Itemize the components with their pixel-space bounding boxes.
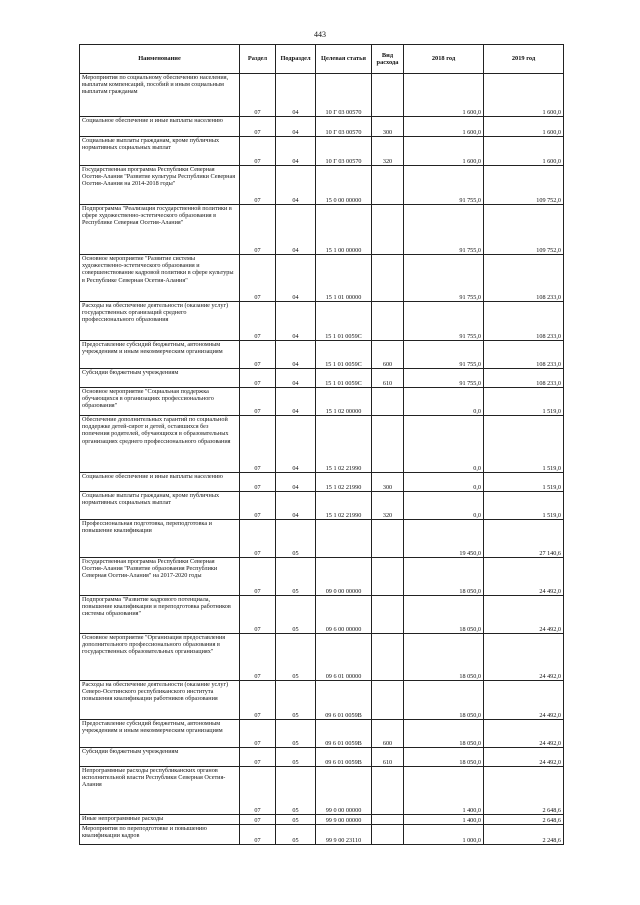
row-section-cell: 07 bbox=[240, 369, 276, 388]
row-section-cell: 07 bbox=[240, 166, 276, 205]
row-name-cell: Основное мероприятие "Социальная поддержка обучающихся в организациях профессионального образования" bbox=[80, 388, 240, 416]
table-row bbox=[80, 558, 564, 596]
row-kind-cell bbox=[372, 596, 404, 634]
row-2019-cell: 24 492,0 bbox=[484, 634, 564, 681]
table-row bbox=[80, 416, 564, 473]
col-header-subsection: Подраздел bbox=[276, 45, 316, 74]
row-subsection-cell: 05 bbox=[276, 520, 316, 558]
row-subsection-cell: 04 bbox=[276, 255, 316, 302]
row-2018-cell: 0,0 bbox=[404, 492, 484, 520]
row-subsection-cell: 05 bbox=[276, 681, 316, 720]
table-row bbox=[80, 388, 564, 416]
row-subsection-cell: 05 bbox=[276, 748, 316, 767]
row-kind-cell bbox=[372, 767, 404, 815]
row-subsection-cell: 04 bbox=[276, 341, 316, 369]
row-kind-cell: 320 bbox=[372, 492, 404, 520]
row-target-cell: 09 0 00 00000 bbox=[316, 558, 372, 596]
table-row bbox=[80, 815, 564, 825]
row-name-cell: Профессиональная подготовка, переподготовка и повышение квалификации bbox=[80, 520, 240, 558]
row-2019-cell: 24 492,0 bbox=[484, 558, 564, 596]
row-2018-cell: 18 050,0 bbox=[404, 748, 484, 767]
row-2018-cell: 91 755,0 bbox=[404, 341, 484, 369]
row-subsection-cell: 05 bbox=[276, 634, 316, 681]
row-2019-cell: 109 752,0 bbox=[484, 166, 564, 205]
row-2018-cell: 1 400,0 bbox=[404, 815, 484, 825]
row-name-cell: Государственная программа Республики Северная Осетия-Алания "Развитие культуры Республики Северная Осетия-Алания на 2014-2018 годы" bbox=[80, 166, 240, 205]
row-2018-cell: 1 000,0 bbox=[404, 825, 484, 845]
table-row bbox=[80, 596, 564, 634]
table-row bbox=[80, 117, 564, 137]
row-2019-cell: 109 752,0 bbox=[484, 205, 564, 255]
row-2018-cell: 91 755,0 bbox=[404, 302, 484, 341]
col-header-name: Наименование bbox=[80, 45, 240, 74]
table-row bbox=[80, 369, 564, 388]
row-2019-cell: 24 492,0 bbox=[484, 596, 564, 634]
row-kind-cell: 300 bbox=[372, 117, 404, 137]
table-row bbox=[80, 137, 564, 166]
row-kind-cell bbox=[372, 255, 404, 302]
row-2019-cell: 2 648,6 bbox=[484, 767, 564, 815]
row-section-cell: 07 bbox=[240, 205, 276, 255]
row-kind-cell bbox=[372, 520, 404, 558]
row-section-cell: 07 bbox=[240, 341, 276, 369]
row-section-cell: 07 bbox=[240, 137, 276, 166]
row-target-cell bbox=[316, 520, 372, 558]
table-header-row bbox=[80, 45, 564, 74]
table-body bbox=[80, 74, 564, 845]
row-2019-cell: 1 600,0 bbox=[484, 74, 564, 117]
row-subsection-cell: 04 bbox=[276, 416, 316, 473]
row-name-cell: Обеспечение дополнительных гарантий по социальной поддержке детей-сирот и детей, оставшихся без попечения родителей, обучающихся в образовательных организациях среднего профессионального образования bbox=[80, 416, 240, 473]
row-kind-cell: 600 bbox=[372, 720, 404, 748]
row-section-cell: 07 bbox=[240, 255, 276, 302]
col-header-section: Раздел bbox=[240, 45, 276, 74]
row-target-cell: 15 1 02 00000 bbox=[316, 388, 372, 416]
row-kind-cell: 610 bbox=[372, 748, 404, 767]
row-2018-cell: 18 050,0 bbox=[404, 558, 484, 596]
row-subsection-cell: 05 bbox=[276, 815, 316, 825]
row-target-cell: 99 9 00 00000 bbox=[316, 815, 372, 825]
row-section-cell: 07 bbox=[240, 492, 276, 520]
row-name-cell: Предоставление субсидий бюджетным, автономным учреждениям и иным некоммерческим организациям bbox=[80, 720, 240, 748]
table-row bbox=[80, 748, 564, 767]
row-subsection-cell: 04 bbox=[276, 74, 316, 117]
row-kind-cell bbox=[372, 634, 404, 681]
table-row bbox=[80, 473, 564, 492]
row-kind-cell bbox=[372, 825, 404, 845]
row-name-cell: Предоставление субсидий бюджетным, автономным учреждениям и иным некоммерческим организациям bbox=[80, 341, 240, 369]
row-subsection-cell: 05 bbox=[276, 596, 316, 634]
row-2018-cell: 91 755,0 bbox=[404, 369, 484, 388]
row-section-cell: 07 bbox=[240, 681, 276, 720]
row-subsection-cell: 04 bbox=[276, 492, 316, 520]
row-section-cell: 07 bbox=[240, 825, 276, 845]
table-row bbox=[80, 520, 564, 558]
row-2019-cell: 27 140,6 bbox=[484, 520, 564, 558]
row-2019-cell: 2 648,6 bbox=[484, 815, 564, 825]
row-2019-cell: 108 233,0 bbox=[484, 302, 564, 341]
row-subsection-cell: 04 bbox=[276, 302, 316, 341]
row-name-cell: Мероприятия по переподготовке и повышению квалификации кадров bbox=[80, 825, 240, 845]
row-subsection-cell: 05 bbox=[276, 767, 316, 815]
row-kind-cell bbox=[372, 74, 404, 117]
row-2019-cell: 108 233,0 bbox=[484, 341, 564, 369]
row-2018-cell: 18 050,0 bbox=[404, 634, 484, 681]
row-section-cell: 07 bbox=[240, 558, 276, 596]
row-target-cell: 10 Г 03 00570 bbox=[316, 74, 372, 117]
row-name-cell: Социальное обеспечение и иные выплаты населению bbox=[80, 117, 240, 137]
row-name-cell: Расходы на обеспечение деятельности (оказание услуг) государственных организаций среднего профессионального образования bbox=[80, 302, 240, 341]
row-2018-cell: 91 755,0 bbox=[404, 255, 484, 302]
row-2019-cell: 1 600,0 bbox=[484, 137, 564, 166]
row-2019-cell: 1 519,0 bbox=[484, 416, 564, 473]
row-2018-cell: 18 050,0 bbox=[404, 596, 484, 634]
row-2019-cell: 1 519,0 bbox=[484, 492, 564, 520]
row-target-cell: 15 1 02 21990 bbox=[316, 473, 372, 492]
table-row bbox=[80, 492, 564, 520]
row-kind-cell: 320 bbox=[372, 137, 404, 166]
row-2018-cell: 0,0 bbox=[404, 473, 484, 492]
row-target-cell: 15 1 01 00000 bbox=[316, 255, 372, 302]
row-name-cell: Непрограммные расходы республиканских органов исполнительной власти Республики Северная Осетия-Алания bbox=[80, 767, 240, 815]
row-name-cell: Субсидии бюджетным учреждениям bbox=[80, 369, 240, 388]
row-name-cell: Расходы на обеспечение деятельности (оказание услуг) Северо-Осетинского республиканского института повышения квалификации работников образования bbox=[80, 681, 240, 720]
row-2018-cell: 0,0 bbox=[404, 416, 484, 473]
row-2018-cell: 18 050,0 bbox=[404, 681, 484, 720]
table-row bbox=[80, 302, 564, 341]
col-header-2019: 2019 год bbox=[484, 45, 564, 74]
row-target-cell: 10 Г 03 00570 bbox=[316, 137, 372, 166]
row-2019-cell: 1 519,0 bbox=[484, 473, 564, 492]
table-row bbox=[80, 341, 564, 369]
row-name-cell: Социальные выплаты гражданам, кроме публичных нормативных социальных выплат bbox=[80, 492, 240, 520]
row-2018-cell: 19 450,0 bbox=[404, 520, 484, 558]
row-section-cell: 07 bbox=[240, 767, 276, 815]
row-target-cell: 99 0 00 00000 bbox=[316, 767, 372, 815]
row-subsection-cell: 05 bbox=[276, 558, 316, 596]
row-section-cell: 07 bbox=[240, 473, 276, 492]
row-2019-cell: 2 248,6 bbox=[484, 825, 564, 845]
row-subsection-cell: 04 bbox=[276, 388, 316, 416]
table-row bbox=[80, 634, 564, 681]
table-row bbox=[80, 205, 564, 255]
table-row bbox=[80, 166, 564, 205]
row-subsection-cell: 04 bbox=[276, 205, 316, 255]
row-2019-cell: 1 600,0 bbox=[484, 117, 564, 137]
row-kind-cell: 610 bbox=[372, 369, 404, 388]
row-kind-cell bbox=[372, 205, 404, 255]
row-kind-cell bbox=[372, 388, 404, 416]
row-kind-cell bbox=[372, 302, 404, 341]
row-name-cell: Мероприятия по социальному обеспечению населения, выплатам компенсаций, пособий и иным социальным выплатам гражданам bbox=[80, 74, 240, 117]
row-2018-cell: 1 600,0 bbox=[404, 74, 484, 117]
row-target-cell: 15 1 01 0059С bbox=[316, 341, 372, 369]
row-target-cell: 15 1 01 0059С bbox=[316, 369, 372, 388]
row-section-cell: 07 bbox=[240, 720, 276, 748]
row-name-cell: Социальное обеспечение и иные выплаты населению bbox=[80, 473, 240, 492]
row-subsection-cell: 05 bbox=[276, 825, 316, 845]
row-kind-cell: 300 bbox=[372, 473, 404, 492]
row-target-cell: 09 6 01 0059В bbox=[316, 748, 372, 767]
row-name-cell: Государственная программа Республики Северная Осетия-Алания "Развитие образования Республики Северная Осетия-Алания" на 2017-2020 годы bbox=[80, 558, 240, 596]
row-2018-cell: 0,0 bbox=[404, 388, 484, 416]
row-subsection-cell: 04 bbox=[276, 369, 316, 388]
row-target-cell: 09 6 01 0059В bbox=[316, 681, 372, 720]
row-section-cell: 07 bbox=[240, 596, 276, 634]
row-name-cell: Иные непрограммные расходы bbox=[80, 815, 240, 825]
table-row bbox=[80, 825, 564, 845]
row-target-cell: 15 0 00 00000 bbox=[316, 166, 372, 205]
row-2018-cell: 1 400,0 bbox=[404, 767, 484, 815]
col-header-kind: Вид расхода bbox=[372, 45, 404, 74]
row-2019-cell: 1 519,0 bbox=[484, 388, 564, 416]
row-name-cell: Подпрограмма "Реализация государственной политики в сфере художественно-эстетического образования в Республике Северная Осетия-Алания" bbox=[80, 205, 240, 255]
table-row bbox=[80, 720, 564, 748]
col-header-target: Целевая статья bbox=[316, 45, 372, 74]
page-number: 443 bbox=[314, 30, 326, 39]
row-target-cell: 99 9 00 23110 bbox=[316, 825, 372, 845]
row-kind-cell bbox=[372, 815, 404, 825]
row-subsection-cell: 04 bbox=[276, 117, 316, 137]
row-2018-cell: 91 755,0 bbox=[404, 205, 484, 255]
row-target-cell: 09 6 01 0059В bbox=[316, 720, 372, 748]
row-target-cell: 15 1 02 21990 bbox=[316, 492, 372, 520]
row-section-cell: 07 bbox=[240, 815, 276, 825]
row-section-cell: 07 bbox=[240, 388, 276, 416]
row-2019-cell: 24 492,0 bbox=[484, 720, 564, 748]
row-section-cell: 07 bbox=[240, 416, 276, 473]
row-name-cell: Основное мероприятие "Организация предоставления дополнительного профессионального образования в государственных образовательных организациях" bbox=[80, 634, 240, 681]
row-subsection-cell: 04 bbox=[276, 166, 316, 205]
budget-table bbox=[79, 44, 564, 845]
row-2018-cell: 18 050,0 bbox=[404, 720, 484, 748]
row-target-cell: 15 1 02 21990 bbox=[316, 416, 372, 473]
row-subsection-cell: 04 bbox=[276, 473, 316, 492]
table-row bbox=[80, 255, 564, 302]
row-name-cell: Подпрограмма "Развитие кадрового потенциала, повышение квалификации и переподготовка работников системы образования" bbox=[80, 596, 240, 634]
row-kind-cell bbox=[372, 416, 404, 473]
row-subsection-cell: 05 bbox=[276, 720, 316, 748]
col-header-2018: 2018 год bbox=[404, 45, 484, 74]
row-section-cell: 07 bbox=[240, 520, 276, 558]
table-row bbox=[80, 74, 564, 117]
row-section-cell: 07 bbox=[240, 634, 276, 681]
row-subsection-cell: 04 bbox=[276, 137, 316, 166]
row-target-cell: 09 6 01 00000 bbox=[316, 634, 372, 681]
row-name-cell: Субсидии бюджетным учреждениям bbox=[80, 748, 240, 767]
row-2019-cell: 108 233,0 bbox=[484, 369, 564, 388]
row-kind-cell: 600 bbox=[372, 341, 404, 369]
row-2019-cell: 24 492,0 bbox=[484, 748, 564, 767]
row-target-cell: 15 1 00 00000 bbox=[316, 205, 372, 255]
row-2018-cell: 1 600,0 bbox=[404, 137, 484, 166]
row-name-cell: Социальные выплаты гражданам, кроме публичных нормативных социальных выплат bbox=[80, 137, 240, 166]
row-2019-cell: 24 492,0 bbox=[484, 681, 564, 720]
row-target-cell: 10 Г 03 00570 bbox=[316, 117, 372, 137]
row-section-cell: 07 bbox=[240, 748, 276, 767]
row-section-cell: 07 bbox=[240, 302, 276, 341]
row-target-cell: 15 1 01 0059С bbox=[316, 302, 372, 341]
row-section-cell: 07 bbox=[240, 117, 276, 137]
table-row bbox=[80, 681, 564, 720]
row-kind-cell bbox=[372, 558, 404, 596]
row-section-cell: 07 bbox=[240, 74, 276, 117]
row-2018-cell: 91 755,0 bbox=[404, 166, 484, 205]
row-kind-cell bbox=[372, 166, 404, 205]
table-row bbox=[80, 767, 564, 815]
row-target-cell: 09 6 00 00000 bbox=[316, 596, 372, 634]
row-2019-cell: 108 233,0 bbox=[484, 255, 564, 302]
row-2018-cell: 1 600,0 bbox=[404, 117, 484, 137]
row-kind-cell bbox=[372, 681, 404, 720]
row-name-cell: Основное мероприятие "Развитие системы художественно-эстетического образования и совершенствование кадровой политики в сфере культуры в Республике Северная Осетия-Алания" bbox=[80, 255, 240, 302]
